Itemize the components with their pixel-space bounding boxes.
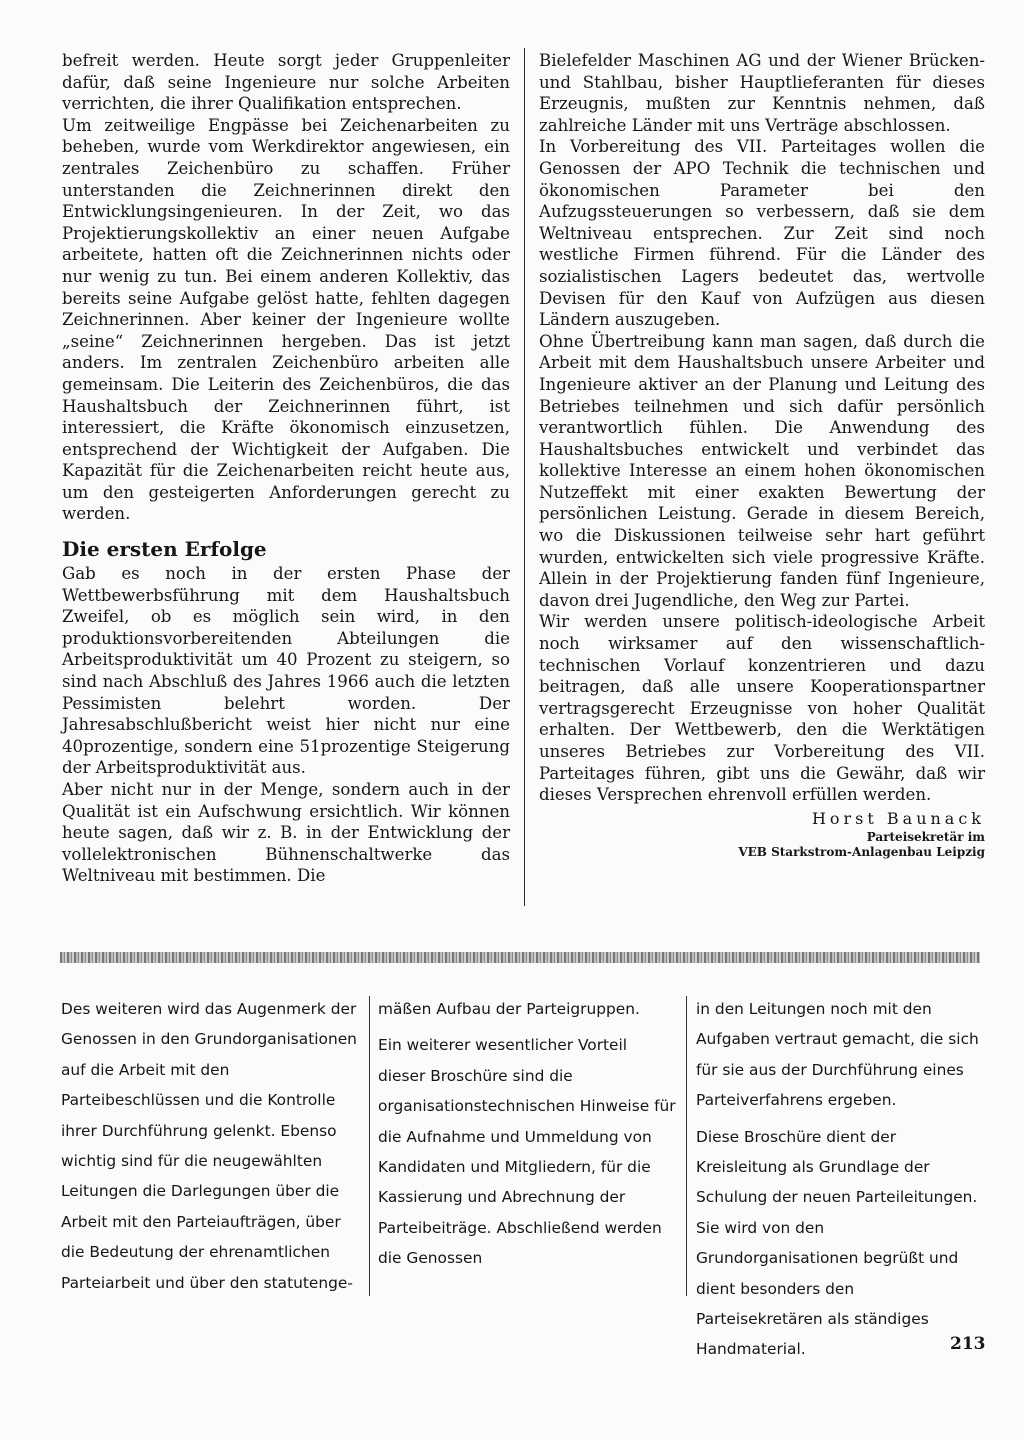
paragraph: Diese Broschüre dient der Kreisleitung als Grundlage der Schulung der neuen Parteileitungen. Sie wird von den Grundorganisationen begrüßt und dient besonders den Parteisekretären als ständiges Handmaterial. bbox=[696, 1127, 978, 1359]
paragraph: Aber nicht nur in der Menge, sondern auch in der Qualität ist ein Aufschwung ersichtlich. Wir können heute sagen, daß wir z. B. in der Entwicklung der vollelektronischen Bühnenschaltwerke das Weltniveau mit bestimmen. Die bbox=[62, 780, 510, 886]
upper-right-column bbox=[539, 50, 985, 860]
paragraph: befreit werden. Heute sorgt jeder Gruppenleiter dafür, daß seine Ingenieure nur solche Arbeiten verrichten, die ihrer Qualifikation entsprechen. bbox=[62, 51, 510, 114]
paragraph: Bielefelder Maschinen AG und der Wiener Brücken- und Stahlbau, bisher Hauptlieferanten für dieses Erzeugnis, mußten zur Kenntnis nehmen, daß zahlreiche Länder mit uns Verträge abschlossen. bbox=[539, 51, 985, 135]
lower-middle-column bbox=[378, 994, 676, 1280]
paragraph: In Vorbereitung des VII. Parteitages wollen die Genossen der APO Technik die technischen und ökonomischen Parameter bei den Aufzugssteuerungen so verbessern, daß sie dem Weltniveau entsprechen. Zur Zeit sind noch westliche Firmen führend. Für die Länder des sozialistischen Lagers bedeutet das, wertvolle Devisen für den Kauf von Aufzügen aus diesen Ländern auszugeben. bbox=[539, 137, 985, 330]
paragraph: Des weiteren wird das Augenmerk der Genossen in den Grundorganisationen auf die Arbeit mit den Parteibeschlüssen und die Kontrolle ihrer Durchführung gelenkt. Ebenso wichtig sind für die neugewählten Leitungen die Darlegungen über die Arbeit mit den Parteiaufträgen, über die Bedeutung der ehrenamtlichen Parteiarbeit und über den statutenge- bbox=[61, 1000, 357, 1292]
column-divider bbox=[524, 48, 525, 906]
lower-left-column bbox=[61, 994, 361, 1304]
column-divider bbox=[369, 996, 370, 1296]
paragraph: Gab es noch in der ersten Phase der Wettbewerbsführung mit dem Haushaltsbuch Zweifel, ob es möglich sein wird, in den produktionsvorbereitenden Abteilungen die Arbeitsproduktivität um 40 Prozent zu steigern, so sind nach Abschluß des Jahres 1966 auch die letzten Pessimisten belehrt worden. Der Jahresabschlußbericht weist hier nicht nur eine 40prozentige, sondern eine 51prozentige Steigerung der Arbeitsproduktivität aus. bbox=[62, 564, 510, 778]
author-employer: VEB Starkstrom-Anlagenbau Leipzig bbox=[738, 844, 985, 859]
author-role: Parteisekretär im bbox=[866, 829, 985, 844]
section-heading: Die ersten Erfolge bbox=[62, 537, 267, 562]
paragraph: Wir werden unsere politisch-ideologische Arbeit noch wirksamer auf den wissenschaftlich-technischen Vorlauf konzentrieren und dazu beitragen, daß alle unsere Kooperationspartner vertragsgerecht Erzeugnisse von hoher Qualität erhalten. Der Wettbewerb, den die Werktätigen unseres Betriebes zur Vorbereitung des VII. Parteitages führen, gibt uns die Gewähr, daß wir dieses Versprechen ehrenvoll erfüllen werden. bbox=[539, 612, 985, 805]
separator-band bbox=[60, 952, 980, 963]
lower-right-column bbox=[696, 994, 982, 1371]
author-name: Horst Baunack bbox=[811, 808, 985, 828]
paragraph: Ein weiterer wesentlicher Vorteil dieser Broschüre sind die organisationstechnischen Hinweise für die Aufnahme und Ummeldung von Kandidaten und Mitgliedern, für die Kassierung und Abrechnung der Parteibeiträge. Abschließend werden die Genossen bbox=[378, 1036, 676, 1268]
byline bbox=[539, 808, 985, 860]
column-divider bbox=[686, 996, 687, 1296]
paragraph: Um zeitweilige Engpässe bei Zeichenarbeiten zu beheben, wurde vom Werkdirektor angewiesen, ein zentrales Zeichenbüro zu schaffen. Früher unterstanden die Zeichnerinnen direkt den Entwicklungsingenieuren. In der Zeit, wo das Projektierungskollektiv an einer neuen Aufgabe arbeitete, hatten oft die Zeichnerinnen nichts oder nur wenig zu tun. Bei einem anderen Kollektiv, das bereits seine Aufgabe gelöst hatte, fehlten dagegen Zeichnerinnen. Aber keiner der Ingenieure wollte „seine“ Zeichnerinnen hergeben. Das ist jetzt anders. Im zentralen Zeichenbüro arbeiten alle gemeinsam. Die Leiterin des Zeichenbüros, die das Haushaltsbuch der Zeichnerinnen führt, ist interessiert, die Kräfte ökonomisch einzusetzen, entsprechend der Wichtigkeit der Aufgaben. Die Kapazität für die Zeichenarbeiten reicht heute aus, um den gesteigerten Anforderungen gerecht zu werden. bbox=[62, 115, 510, 524]
paragraph: mäßen Aufbau der Parteigruppen. bbox=[378, 1000, 640, 1018]
page-number: 213 bbox=[950, 1334, 986, 1354]
upper-left-column bbox=[62, 50, 510, 887]
paragraph: Ohne Übertreibung kann man sagen, daß durch die Arbeit mit dem Haushaltsbuch unsere Arbeiter und Ingenieure aktiver an der Planung und Leitung des Betriebes teilnehmen und sich dafür persönlich verantwortlich fühlen. Die Anwendung des Haushaltsbuches entwickelt und verbindet das kollektive Interesse an einem hohen ökonomischen Nutzeffekt mit einer exakten Bewertung der persönlichen Leistung. Gerade in diesem Bereich, wo die Diskussionen teilweise sehr hart geführt wurden, entwickelten sich viele progressive Kräfte. Allein in der Projektierung fanden fünf Ingenieure, davon drei Jugendliche, den Weg zur Partei. bbox=[539, 331, 985, 610]
paragraph: in den Leitungen noch mit den Aufgaben vertraut gemacht, die sich für sie aus der Durchführung eines Parteiverfahrens ergeben. bbox=[696, 1000, 979, 1110]
